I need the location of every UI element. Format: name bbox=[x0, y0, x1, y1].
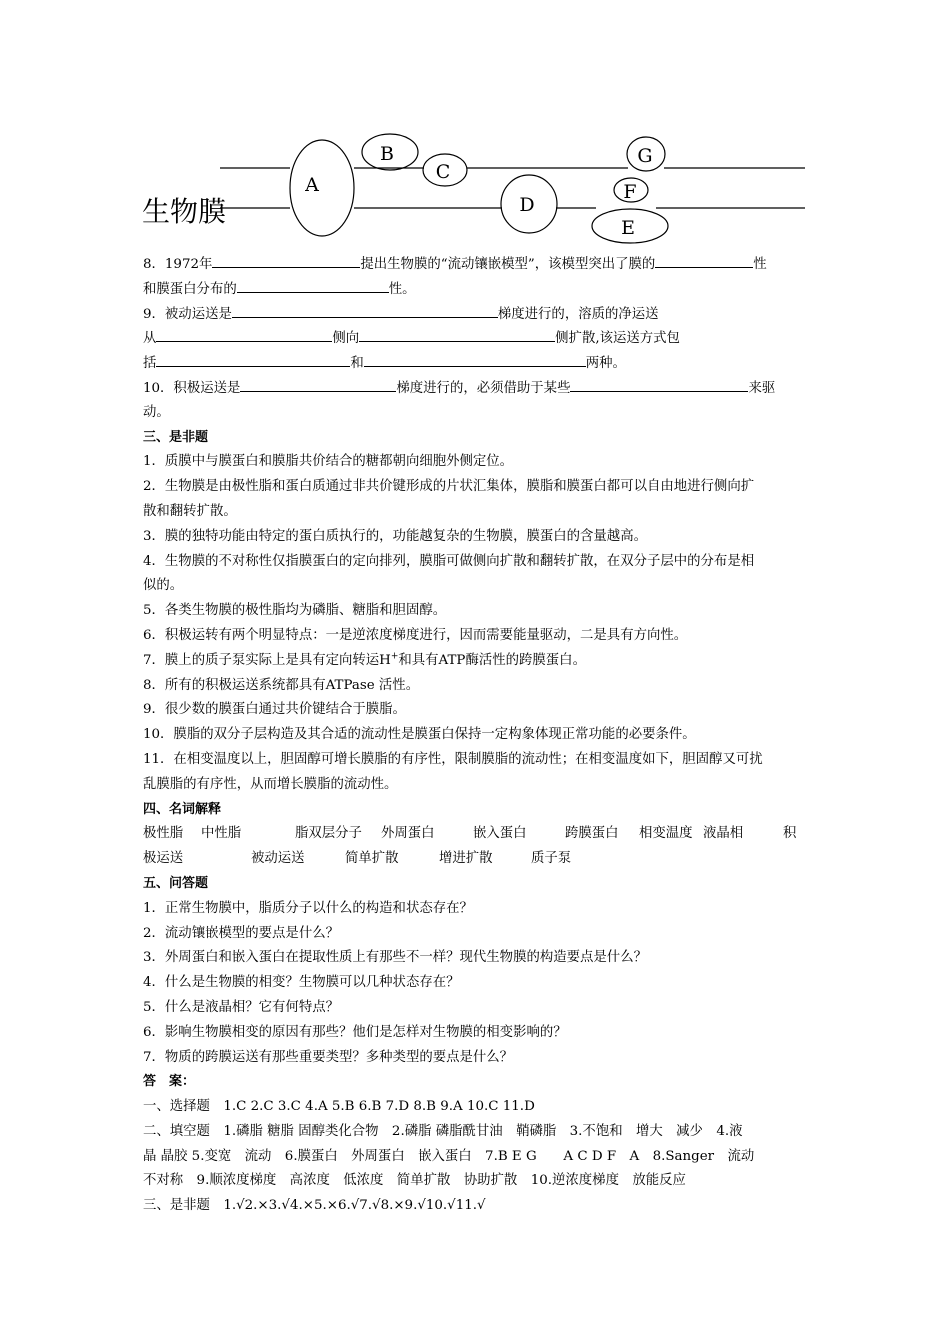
answer-line: 不对称 9.顺浓度梯度 高浓度 低浓度 简单扩散 协助扩散 10.逆浓度梯度 放能反应 bbox=[143, 1173, 686, 1189]
fill-q9-line3 bbox=[143, 351, 813, 376]
text-segment: 括 bbox=[143, 356, 157, 372]
truefalse-item: 2．生物膜是由极性脂和蛋白质通过非共价键形成的片状汇集体，膜脂和膜蛋白都可以自由地进行侧向扩 bbox=[143, 479, 755, 495]
diagram-title: 生物膜 bbox=[142, 195, 227, 228]
fill-q10-line2 bbox=[143, 401, 813, 426]
text-segment: 和膜蛋白分布的 bbox=[143, 281, 237, 297]
qa-item: 6．影响生物膜相变的原因有那些？他们是怎样对生物膜的相变影响的？ bbox=[143, 1024, 567, 1040]
protein-d-label: D bbox=[519, 194, 535, 216]
truefalse-item: 散和翻转扩散。 bbox=[143, 503, 237, 519]
answer-line: 晶 晶胶 5.变宽 流动 6.膜蛋白 外周蛋白 嵌入蛋白 7.B E G A C D F A 8.Sanger 流动 bbox=[143, 1148, 755, 1164]
text-segment: 两种。 bbox=[585, 356, 626, 372]
qa-item: 5．什么是液晶相？它有何特点？ bbox=[143, 999, 339, 1015]
answer-blank[interactable] bbox=[232, 302, 498, 318]
qa-item: 3．外周蛋白和嵌入蛋白在提取性质上有那些不一样？现代生物膜的构造要点是什么？ bbox=[143, 950, 647, 966]
term: 简单扩散 bbox=[345, 851, 399, 867]
truefalse-item: 4．生物膜的不对称性仅指膜蛋白的定向排列，膜脂可做侧向扩散和翻转扩散，在双分子层中的分布是相 bbox=[143, 553, 755, 569]
fill-q8-line1 bbox=[143, 252, 813, 277]
term: 增进扩散 bbox=[439, 851, 493, 867]
qa-item: 7．物质的跨膜运送有那些重要类型？多种类型的要点是什么？ bbox=[143, 1049, 514, 1065]
answer-blank[interactable] bbox=[156, 351, 350, 367]
truefalse-item: 1．质膜中与膜蛋白和膜脂共价结合的糖都朝向细胞外侧定位。 bbox=[143, 454, 514, 470]
fill-q9-line1 bbox=[143, 302, 813, 327]
term: 中性脂 bbox=[201, 826, 242, 842]
answers-section bbox=[143, 1070, 813, 1219]
answer-line: 一、选择题 1.C 2.C 3.C 4.A 5.B 6.B 7.D 8.B 9.A 10.C 11.D bbox=[143, 1099, 535, 1115]
protein-f-label: F bbox=[623, 181, 637, 203]
fill-q8-line2 bbox=[143, 277, 813, 302]
text-segment: 侧扩散,该运送方式包 bbox=[555, 331, 680, 347]
section-heading-qa: 五、问答题 bbox=[143, 875, 209, 891]
answer-blank[interactable] bbox=[212, 252, 360, 268]
term: 被动运送 bbox=[251, 851, 305, 867]
term: 极性脂 bbox=[143, 826, 184, 842]
text-segment: 和具有ATP酶活性的跨膜蛋白。 bbox=[398, 652, 586, 668]
term: 相变温度 bbox=[639, 826, 693, 842]
text-segment: 9．被动运送是 bbox=[143, 306, 232, 322]
text-segment: 10．积极运送是 bbox=[143, 380, 241, 396]
answer-line: 三、是非题 1.√2.×3.√4.×5.×6.√7.√8.×9.√10.√11.√ bbox=[143, 1198, 486, 1214]
text-segment: 性。 bbox=[388, 281, 416, 297]
superscript: + bbox=[390, 651, 399, 662]
term: 积 bbox=[783, 826, 797, 842]
truefalse-item: 6．积极运转有两个明显特点：一是逆浓度梯度进行，因而需要能量驱动，二是具有方向性。 bbox=[143, 627, 688, 643]
fill-q9-line2 bbox=[143, 326, 813, 351]
section-heading-terms: 四、名词解释 bbox=[143, 801, 222, 817]
membrane-diagram bbox=[140, 120, 820, 250]
term: 嵌入蛋白 bbox=[473, 826, 527, 842]
truefalse-item: 3．膜的独特功能由特定的蛋白质执行的，功能越复杂的生物膜，膜蛋白的含量越高。 bbox=[143, 528, 647, 544]
answer-line: 二、填空题 1.磷脂 糖脂 固醇类化合物 2.磷脂 磷脂酰甘油 鞘磷脂 3.不饱和 增大 减少 4.液 bbox=[143, 1123, 743, 1139]
text-segment: 来驱 bbox=[748, 380, 776, 396]
answer-blank[interactable] bbox=[156, 326, 332, 342]
text-segment: 7．膜上的质子泵实际上是具有定向转运H bbox=[143, 652, 391, 668]
text-segment: 性 bbox=[753, 257, 767, 272]
text-segment: 提出生物膜的“流动镶嵌模型”，该模型突出了膜的 bbox=[360, 257, 656, 272]
qa-item: 2．流动镶嵌模型的要点是什么？ bbox=[143, 925, 339, 941]
truefalse-item: 5．各类生物膜的极性脂均为磷脂、糖脂和胆固醇。 bbox=[143, 603, 447, 619]
text-segment: 从 bbox=[143, 331, 157, 347]
truefalse-item: 9．很少数的膜蛋白通过共价键结合于膜脂。 bbox=[143, 702, 406, 718]
truefalse-item: 似的。 bbox=[143, 578, 184, 594]
section-heading-truefalse: 三、是非题 bbox=[143, 429, 209, 445]
protein-a-shape bbox=[290, 140, 354, 236]
answer-blank[interactable] bbox=[570, 376, 748, 392]
text-segment: 和 bbox=[350, 356, 364, 372]
section-heading-answers: 答 案： bbox=[143, 1074, 196, 1090]
truefalse-item: 8．所有的积极运送系统都具有ATPase 活性。 bbox=[143, 677, 420, 693]
terms-row-2 bbox=[143, 847, 813, 872]
membrane-diagram-svg bbox=[140, 120, 820, 250]
text-segment: 梯度进行的，必须借助于某些 bbox=[396, 380, 571, 396]
terms-row-1 bbox=[143, 822, 813, 847]
protein-b-label: B bbox=[380, 143, 394, 165]
answer-blank[interactable] bbox=[655, 252, 753, 268]
answer-blank[interactable] bbox=[359, 326, 555, 342]
term: 质子泵 bbox=[531, 851, 572, 867]
answer-blank[interactable] bbox=[364, 351, 586, 367]
term: 外周蛋白 bbox=[381, 826, 435, 842]
text-segment: 动。 bbox=[143, 404, 170, 420]
term: 液晶相 bbox=[703, 826, 744, 842]
term: 脂双层分子 bbox=[295, 826, 362, 842]
fill-q10-line1 bbox=[143, 376, 813, 401]
truefalse-item: 11．在相变温度以上，胆固醇可增长膜脂的有序性，限制膜脂的流动性；在相变温度如下，胆固醇又可扰 bbox=[143, 751, 763, 767]
protein-g-label: G bbox=[637, 145, 653, 167]
protein-a-label: A bbox=[305, 174, 319, 196]
truefalse-item: 乱膜脂的有序性，从而增长膜脂的流动性。 bbox=[143, 776, 398, 792]
term: 极运送 bbox=[143, 851, 184, 867]
text-segment: 梯度进行的，溶质的净运送 bbox=[497, 306, 659, 322]
qa-item: 4．什么是生物膜的相变？生物膜可以几种状态存在？ bbox=[143, 975, 460, 991]
truefalse-item: 10．膜脂的双分子层构造及其合适的流动性是膜蛋白保持一定构象体现正常功能的必要条件。 bbox=[143, 727, 696, 743]
text-segment: 8．1972年 bbox=[143, 257, 213, 272]
document-body bbox=[143, 252, 813, 1219]
protein-c-label: C bbox=[435, 161, 451, 183]
term: 跨膜蛋白 bbox=[565, 826, 619, 842]
truefalse-item bbox=[143, 649, 813, 674]
text-segment: 侧向 bbox=[332, 331, 360, 347]
qa-item: 1．正常生物膜中，脂质分子以什么的构造和状态存在？ bbox=[143, 900, 473, 916]
protein-e-label: E bbox=[621, 217, 635, 239]
answer-blank[interactable] bbox=[240, 376, 396, 392]
answer-blank[interactable] bbox=[237, 277, 389, 293]
